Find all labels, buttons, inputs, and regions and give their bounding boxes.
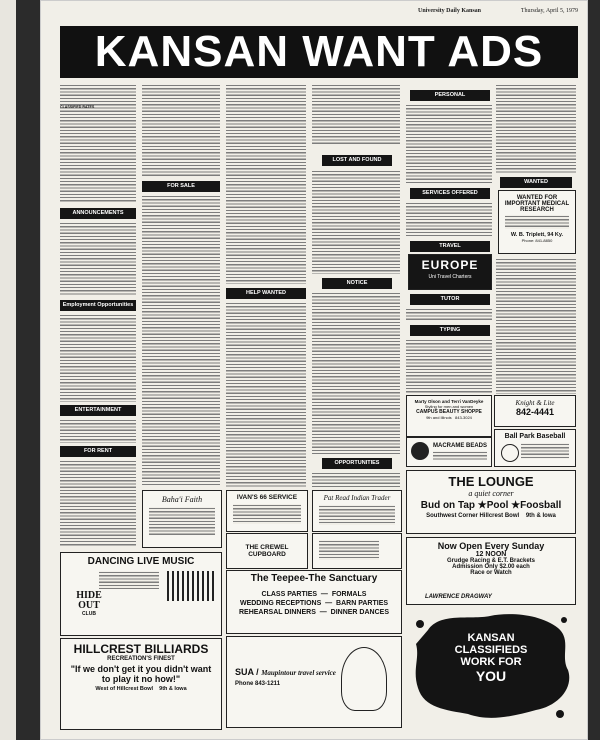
hideout-club: CLUB <box>82 611 96 617</box>
splat-line-2: CLASSIFIEDS <box>454 644 528 656</box>
paper-name: University Daily Kansan <box>418 8 482 14</box>
maupintour-ad[interactable]: SUA / Maupintour travel service Phone 843-1211 <box>226 636 402 728</box>
entertainment-text <box>60 419 136 443</box>
shop-phone: 843-3024 <box>455 415 472 420</box>
campus-beauty-ad[interactable] <box>406 395 492 437</box>
gift-shop-ad[interactable] <box>312 533 402 569</box>
notice-text <box>312 292 400 454</box>
tutor-text <box>406 308 492 322</box>
sanctuary-ad[interactable]: The Teepee-The Sanctuary CLASS PARTIES — FORMALS WEDDING RECEPTIONS — BARN PARTIES REHEARSAL DINNERS — DINNER DANCES <box>226 570 402 634</box>
sanctuary-formals: FORMALS <box>331 591 367 598</box>
section-classified-rates: CLASSIFIED RATES <box>60 105 95 109</box>
column-1-text <box>60 84 136 202</box>
services-text <box>406 202 492 238</box>
europe-sub: Uni Travel Charters <box>428 274 472 280</box>
section-services: SERVICES OFFERED <box>410 188 490 199</box>
medical-research-ad[interactable] <box>498 190 576 254</box>
ball-park-title: Ball Park Baseball <box>504 433 566 440</box>
for-sale-text <box>142 195 220 485</box>
indian-trader-ad[interactable] <box>312 490 402 532</box>
dancing-title: DANCING LIVE MUSIC <box>87 556 195 567</box>
section-tutor: TUTOR <box>410 294 490 305</box>
macrame-beads-ad[interactable] <box>406 437 492 467</box>
gift-shop-body <box>319 540 379 560</box>
sanctuary-title: The Teepee-The Sanctuary <box>250 573 378 584</box>
personal-text <box>406 104 492 184</box>
maupintour-title: Maupintour travel service <box>261 669 336 677</box>
column-3-text <box>226 84 306 284</box>
wanted-text <box>496 258 576 394</box>
billiards-location: West of Hillcrest Bowl <box>95 686 154 692</box>
dancing-live-music-ad[interactable] <box>60 552 222 636</box>
ivans-service-ad[interactable] <box>226 490 308 532</box>
hideout-title: HIDE OUT <box>76 590 102 611</box>
section-help-wanted: HELP WANTED <box>226 288 306 299</box>
dragway-racing: Grudge Racing & E.T. Brackets <box>446 558 536 564</box>
billiards-subtitle: RECREATION'S FINEST <box>107 656 175 662</box>
hideout-logo <box>67 591 111 631</box>
ball-park-ad[interactable] <box>494 429 576 467</box>
column-6-text <box>496 84 576 174</box>
section-announcements: ANNOUNCEMENTS <box>60 208 136 219</box>
dragway-admission: Admission Only $2.00 each <box>452 564 530 570</box>
section-lost-found: LOST AND FOUND <box>322 155 392 166</box>
splat-line-3: WORK FOR <box>460 656 522 668</box>
dragway-time: 12 NOON <box>475 551 507 558</box>
help-wanted-text <box>226 302 306 488</box>
knight-lite-phone: 842-4441 <box>515 407 555 417</box>
dragway-brand: LAWRENCE DRAGWAY <box>425 594 492 600</box>
sua-brand: SUA <box>235 667 254 677</box>
ivans-title: IVAN'S 66 SERVICE <box>236 494 298 501</box>
column-2-text <box>142 84 220 176</box>
sanctuary-weddings: WEDDING RECEPTIONS <box>239 600 322 607</box>
lounge-ad[interactable] <box>406 470 576 534</box>
ball-park-body <box>521 443 569 459</box>
section-entertainment: ENTERTAINMENT <box>60 405 136 416</box>
sanctuary-dinner-dances: DINNER DANCES <box>330 609 389 616</box>
previous-page-edge <box>0 0 16 740</box>
crewel-cupboard-ad[interactable] <box>226 533 308 569</box>
section-notice: NOTICE <box>322 278 392 289</box>
europe-title: EUROPE <box>421 258 479 272</box>
lounge-address: 9th & Iowa <box>525 513 556 519</box>
bahai-title: Baha'i Faith <box>161 495 203 504</box>
page-header <box>58 6 578 20</box>
ivans-body <box>233 504 301 524</box>
sanctuary-rehearsal: REHEARSAL DINNERS <box>238 609 316 616</box>
crewel-title: THE CREWEL CUPBOARD <box>245 544 289 558</box>
billiards-address: 9th & Iowa <box>159 686 187 692</box>
for-rent-text <box>60 460 136 546</box>
lounge-subtitle: a quiet corner <box>468 489 514 498</box>
knight-lite-ad[interactable] <box>494 395 576 427</box>
shop-address: 9th and Illinois <box>426 415 452 420</box>
indian-trader-title: Pat Read Indian Trader <box>323 494 391 502</box>
shop-name: CAMPUS BEAUTY SHOPPE <box>416 409 482 415</box>
announcements-text <box>60 222 136 296</box>
section-opportunities: OPPORTUNITIES <box>322 458 392 469</box>
billiards-title: HILLCREST BILLIARDS <box>73 642 209 656</box>
lost-found-text <box>312 170 400 274</box>
splat-line-4: YOU <box>475 668 507 684</box>
europe-ad[interactable] <box>408 254 492 290</box>
medical-research-phone: Phone: 841-8850 <box>521 238 553 243</box>
bead-icon <box>411 442 429 460</box>
band-illustration <box>167 571 215 601</box>
dancing-body <box>99 571 159 589</box>
dragway-title: Now Open Every Sunday <box>437 541 545 551</box>
column-4-text <box>312 84 400 144</box>
lounge-location: Southwest Corner Hillcrest Bowl <box>426 513 520 519</box>
medical-research-contact: W. B. Triplett, 94 Ky. <box>510 232 564 238</box>
section-wanted: WANTED <box>500 177 572 188</box>
kansan-classifieds-splat[interactable] <box>410 610 572 722</box>
styling-line: Styling for men and women <box>424 404 474 409</box>
dragway-race-or-watch: Race or Watch <box>470 570 512 576</box>
billiards-quote: "If we don't get it you didn't want to play it no how!" <box>70 664 212 684</box>
section-for-sale: FOR SALE <box>142 181 220 192</box>
splat-line-1: KANSAN <box>467 632 515 644</box>
sanctuary-barn-parties: BARN PARTIES <box>336 600 389 607</box>
want-ads-banner: KANSAN WANT ADS <box>60 26 578 78</box>
section-typing: TYPING <box>410 325 490 336</box>
bahai-faith-ad[interactable] <box>142 490 222 548</box>
knight-lite-title: Knight & Lite <box>515 399 555 407</box>
issue-date: Thursday, April 5, 1979 <box>520 8 578 14</box>
employment-text <box>60 314 136 402</box>
section-for-rent: FOR RENT <box>60 446 136 457</box>
section-travel: TRAVEL <box>410 241 490 252</box>
opportunities-text <box>312 472 400 488</box>
maupintour-phone: Phone 843-1211 <box>235 681 281 687</box>
stylists-names: Marty Olson and Terri VanDeyke <box>414 399 484 404</box>
lounge-title: THE LOUNGE <box>448 474 534 489</box>
lounge-features: Bud on Tap ★Pool ★Foosball <box>420 500 562 511</box>
medical-research-title: WANTED FOR IMPORTANT MEDICAL RESEARCH <box>504 195 570 213</box>
section-personal: PERSONAL <box>410 90 490 101</box>
sanctuary-class-parties: CLASS PARTIES <box>261 591 318 598</box>
macrame-beads-title: MACRAME BEADS <box>433 443 487 449</box>
section-employment: Employment Opportunities <box>60 300 136 311</box>
indian-trader-body <box>319 505 395 525</box>
hillcrest-billiards-ad[interactable] <box>60 638 222 730</box>
balloon-illustration <box>341 647 387 711</box>
medical-research-body <box>505 215 569 229</box>
bahai-body <box>149 507 215 535</box>
dragway-ad[interactable] <box>406 537 576 605</box>
baseball-icon <box>501 444 519 462</box>
typing-text <box>406 339 492 393</box>
macrame-beads-body <box>433 451 487 460</box>
